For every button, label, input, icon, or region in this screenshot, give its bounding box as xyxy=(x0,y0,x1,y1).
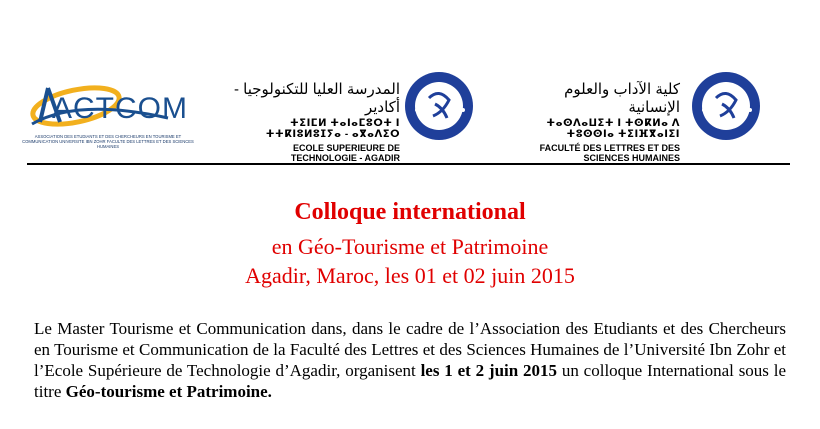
flsh-arabic-name: كلية الآداب والعلوم الإنسانية xyxy=(564,81,680,116)
university-seal-icon xyxy=(690,70,762,142)
intro-text-1: Le Master Tourisme et Communication dans, dans le cadre de l’Association des Etudiants et des Chercheurs en Tourisme et Communication de la Faculté des Lettres et des Sciences Humaines de l’Université Ibn Zohr et l’Ecole Supérieure de Technologie d’Agadir, organisent xyxy=(34,319,786,380)
flsh-french-name: FACULTÉ DES LETTRES ET DES SCIENCES HUMAINES xyxy=(539,143,680,163)
logo-header xyxy=(0,0,820,165)
actcom-logo xyxy=(18,78,198,154)
actcom-subtitle: ASSOCIATION DES ETUDIANTS ET DES CHERCHEURS EN TOURISME ET COMMUNICATION UNIVERSITE IBN ZOHR FACULTE DES LETTRES ET DES SCIENCES HUMAINES xyxy=(22,134,194,149)
est-logo-text xyxy=(232,80,400,163)
document-date-location: Agadir, Maroc, les 01 et 02 juin 2015 xyxy=(245,263,575,288)
document-subtitle: en Géo-Tourisme et Patrimoine xyxy=(271,234,549,259)
intro-dates-bold: les 1 et 2 juin 2015 xyxy=(420,361,558,380)
est-arabic-name: المدرسة العليا للتكنولوجيا - أكادير xyxy=(234,81,400,116)
university-seal-icon xyxy=(403,70,475,142)
actcom-wordmark: ACTCOM xyxy=(52,92,188,125)
flsh-logo-text xyxy=(524,80,680,163)
intro-theme-bold: Géo-tourisme et Patrimoine. xyxy=(65,382,272,401)
flsh-tifinagh-name: ⵜⴰⵙⴷⴰⵡⵉⵜ ⵏ ⵜⵙⴽⵍⴰ ⴷ ⵜⵓⵙⵙⵏⴰ ⵜⵉⵏⴼⴳⴰⵏⵉⵏ xyxy=(546,118,680,140)
intro-paragraph xyxy=(34,318,786,402)
est-french-name: ECOLE SUPERIEURE DE TECHNOLOGIE - AGADIR xyxy=(290,143,400,163)
document-title: Colloque international xyxy=(294,199,526,225)
est-tifinagh-name: ⵜⵉⵏⵎⵍ ⵜⴰⵏⴰⵎⵓⵔⵜ ⵏ ⵜⵜⴽⵏⵓⵍⵓⵊⵢⴰ - ⴰⴳⴰⴷⵉⵔ xyxy=(265,118,400,140)
header-divider xyxy=(27,163,790,165)
intro-text-2: un colloque International sous le titre xyxy=(34,361,787,401)
